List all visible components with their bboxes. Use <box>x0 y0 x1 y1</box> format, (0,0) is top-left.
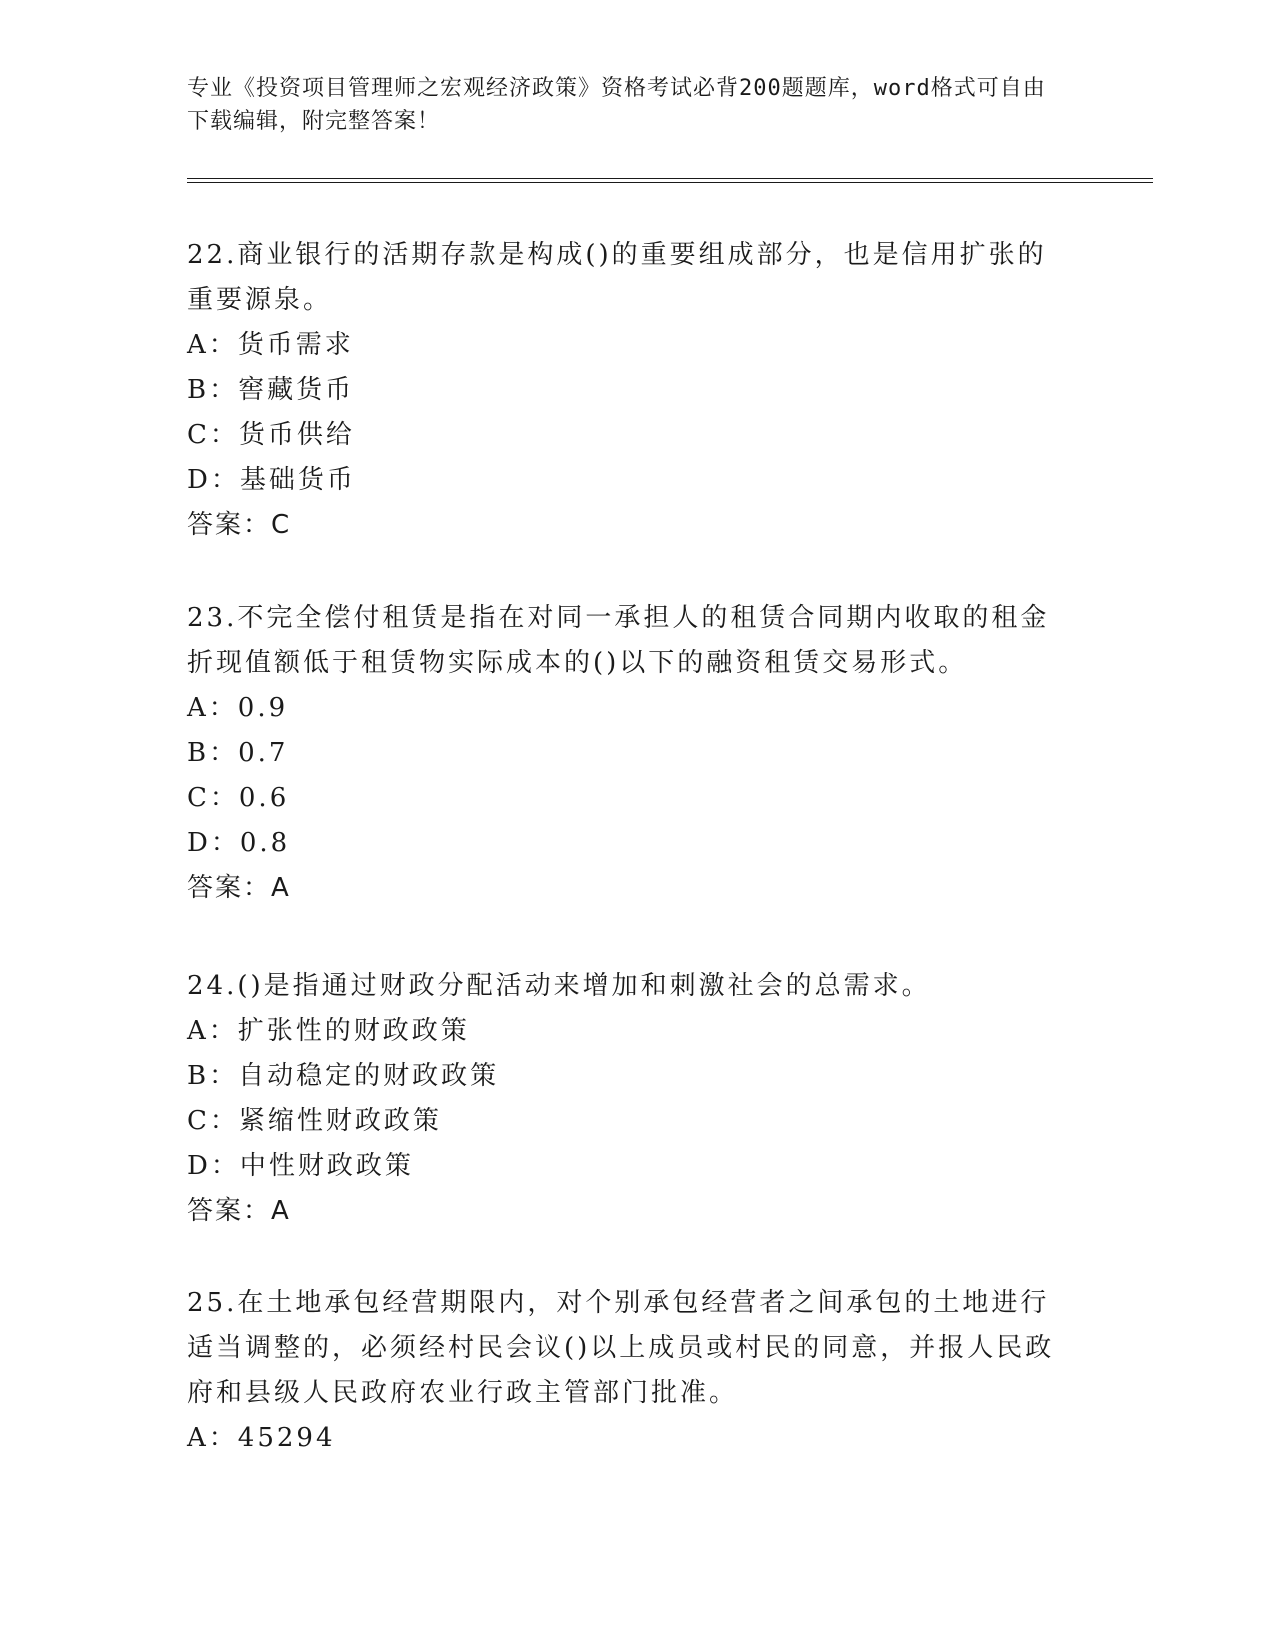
option-a: A：扩张性的财政政策 <box>187 1016 470 1046</box>
answer-line: 答案：A <box>187 873 291 903</box>
option-d: D：0.8 <box>187 828 291 858</box>
answer-line: 答案：C <box>187 510 292 540</box>
option-b: B：窖藏货币 <box>187 375 355 405</box>
question-text: 25.在土地承包经营期限内，对个别承包经营者之间承包的土地进行适当调整的，必须经村民会议()以上成员或村民的同意，并报人民政府和县级人民政府农业行政主管部门批准。 <box>187 1288 1055 1408</box>
option-b: B：0.7 <box>187 738 289 768</box>
option-a: A：0.9 <box>187 693 289 723</box>
option-c: C：紧缩性财政政策 <box>187 1106 442 1136</box>
option-b: B：自动稳定的财政政策 <box>187 1061 500 1091</box>
document-header: 专业《投资项目管理师之宏观经济政策》资格考试必背200题题库，word格式可自由下载编辑，附完整答案！ <box>187 76 1046 134</box>
question-24 <box>187 964 1067 1234</box>
option-a: A：货币需求 <box>187 330 354 360</box>
question-22 <box>187 233 1067 548</box>
option-c: C：货币供给 <box>187 420 355 450</box>
question-text: 23.不完全偿付租赁是指在对同一承担人的租赁合同期内收取的租金折现值额低于租赁物实际成本的()以下的融资租赁交易形式。 <box>187 603 1050 678</box>
question-23 <box>187 596 1067 911</box>
header-double-rule <box>187 178 1153 183</box>
question-text: 24.()是指通过财政分配活动来增加和刺激社会的总需求。 <box>187 971 931 1001</box>
question-25 <box>187 1281 1067 1461</box>
option-d: D：基础货币 <box>187 465 356 495</box>
option-c: C：0.6 <box>187 783 290 813</box>
option-d: D：中性财政政策 <box>187 1151 414 1181</box>
option-a: A：45294 <box>187 1423 336 1453</box>
answer-line: 答案：A <box>187 1196 291 1226</box>
question-text: 22.商业银行的活期存款是构成()的重要组成部分，也是信用扩张的重要源泉。 <box>187 240 1047 315</box>
